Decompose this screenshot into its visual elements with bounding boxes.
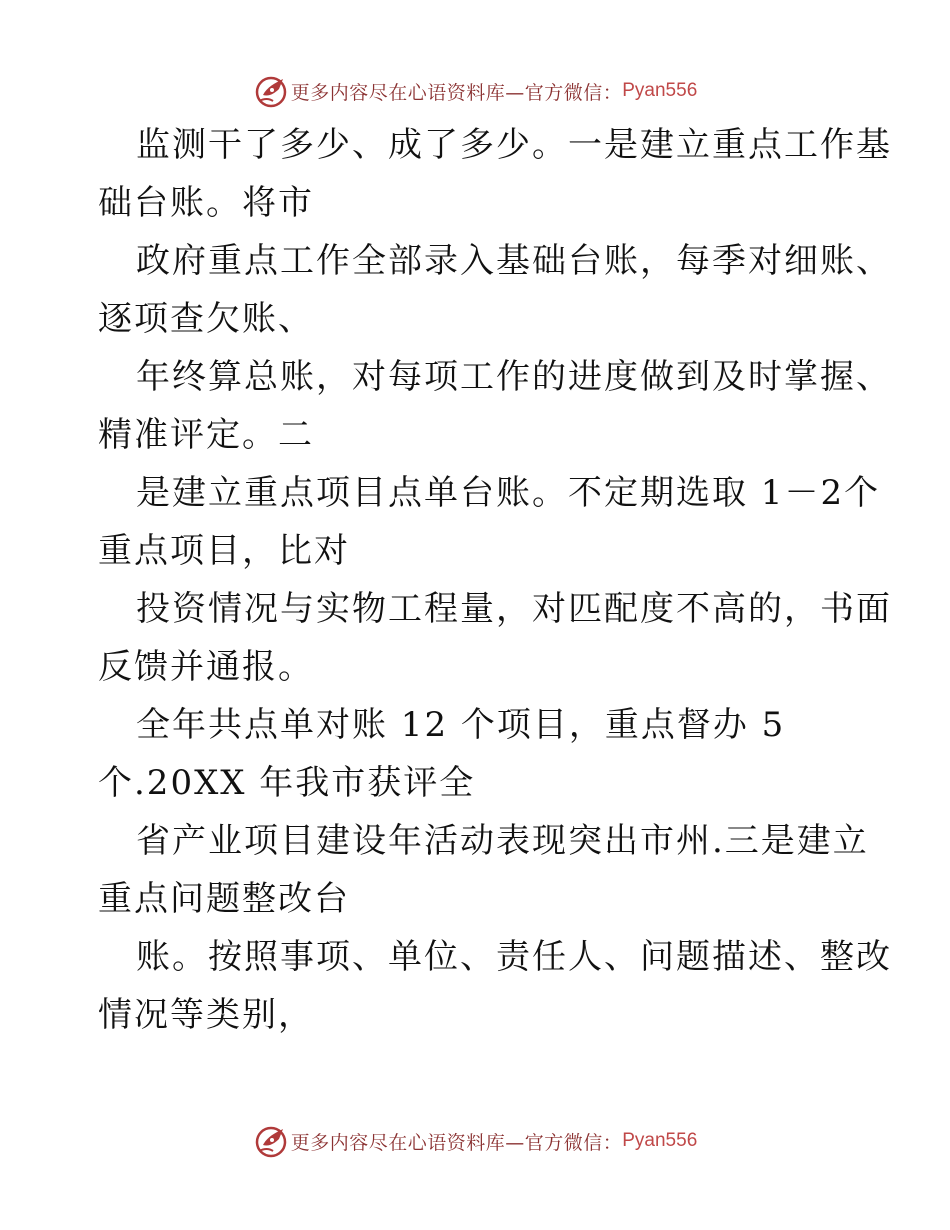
body-line: 是建立重点项目点单台账。不定期选取 1－2个 (136, 473, 881, 513)
body-line: 投资情况与实物工程量，对匹配度不高的，书面 (136, 589, 892, 629)
header-watermark-text: 更多内容尽在心语资料库—官方微信： (290, 81, 623, 104)
body-line: 重点问题整改台 (98, 879, 350, 919)
body-line: 逐项查欠账、 (98, 299, 314, 339)
pen-nib-logo-icon (253, 73, 289, 109)
header-watermark (0, 71, 950, 111)
body-line: 账。按照事项、单位、责任人、问题描述、整改 (136, 937, 892, 977)
footer-watermark-id: Pyan556 (622, 1130, 698, 1151)
body-line: 情况等类别， (98, 995, 314, 1035)
header-watermark-id: Pyan556 (622, 80, 698, 101)
body-line: 年终算总账，对每项工作的进度做到及时掌握、 (136, 357, 892, 397)
footer-watermark (0, 1121, 950, 1161)
document-body (98, 116, 892, 1044)
body-line: 监测干了多少、成了多少。一是建立重点工作基 (136, 125, 892, 165)
body-line: 全年共点单对账 12 个项目，重点督办 5 (136, 705, 786, 745)
body-line: 重点项目，比对 (98, 531, 350, 571)
footer-watermark-text: 更多内容尽在心语资料库—官方微信： (290, 1131, 623, 1154)
pen-nib-logo-icon (253, 1123, 289, 1159)
body-line: 个.20XX 年我市获评全 (98, 763, 476, 803)
body-line: 础台账。将市 (98, 183, 314, 223)
body-line: 精准评定。二 (98, 415, 314, 455)
body-line: 政府重点工作全部录入基础台账，每季对细账、 (136, 241, 892, 281)
body-line: 省产业项目建设年活动表现突出市州.三是建立 (136, 821, 869, 861)
body-line: 反馈并通报。 (98, 647, 314, 687)
